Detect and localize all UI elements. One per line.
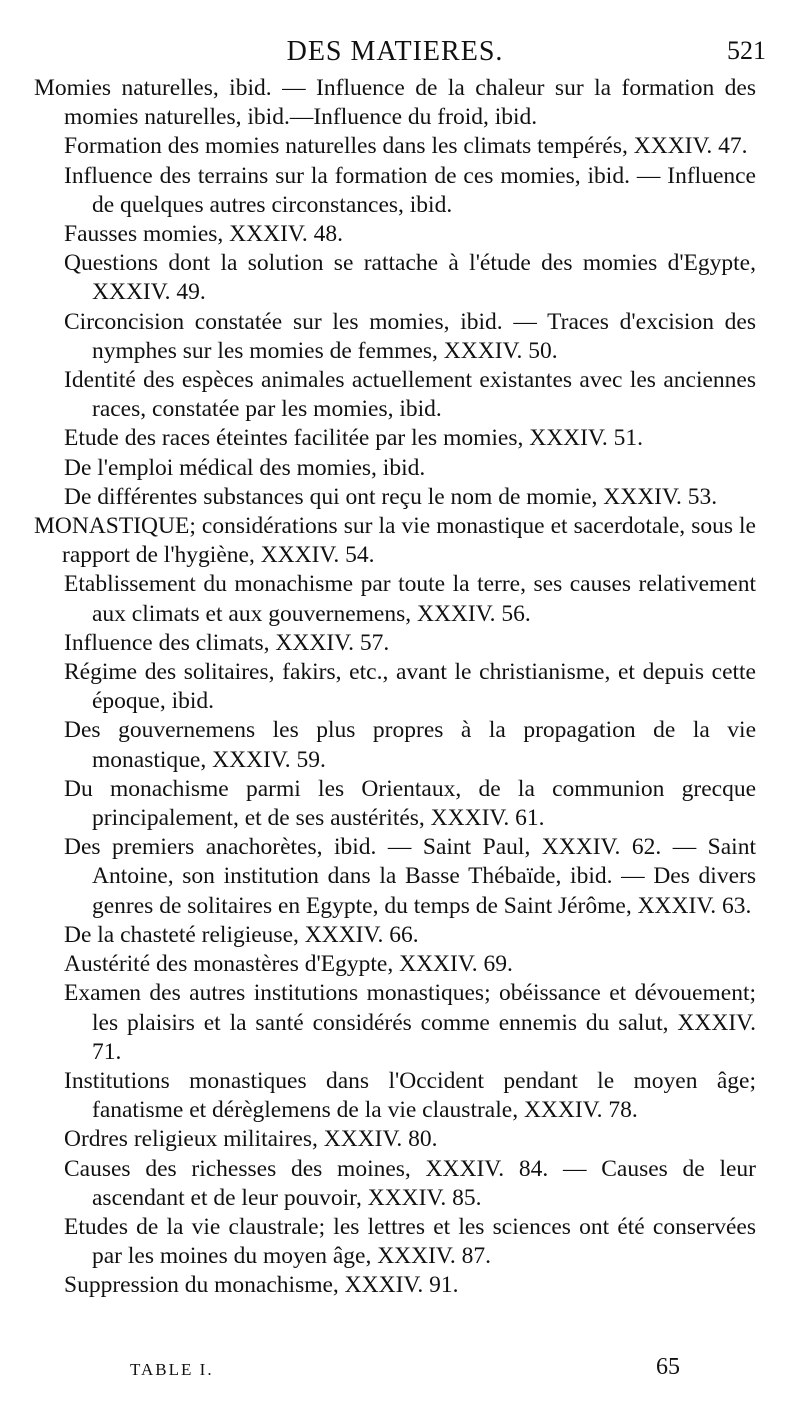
- index-entry: Examen des autres institutions monastiques; obéissance et dévouement; les plaisirs et la santé considérés comme ennemis du salut, XXXIV. 71.: [64, 980, 756, 1065]
- page-title: DES MATIERES.: [286, 36, 504, 67]
- index-entry: De différentes substances qui ont reçu le nom de momie, XXXIV. 53.: [64, 483, 718, 510]
- index-entry: Questions dont la solution se rattache à l'étude des momies d'Egypte, XXXIV. 49.: [64, 250, 756, 306]
- index-entry: De l'emploi médical des momies, ibid.: [64, 454, 426, 481]
- index-entry: Etudes de la vie claustrale; les lettres et les sciences ont été conservées par les moines du moyen âge, XXXIV. 87.: [64, 1213, 756, 1270]
- signature-mark: TABLE I.: [130, 1360, 214, 1379]
- page-footer: [130, 1352, 680, 1392]
- page-number: 521: [727, 36, 766, 65]
- running-header: [34, 30, 766, 74]
- index-entry: Institutions monastiques dans l'Occident pendant le moyen âge; fanatisme et dérèglemens de la vie claustrale, XXXIV. 78.: [64, 1067, 756, 1124]
- index-entry: Suppression du monachisme, XXXIV. 91.: [64, 1272, 459, 1299]
- index-entry: Des gouvernemens les plus propres à la propagation de la vie monastique, XXXIV. 59.: [64, 717, 756, 773]
- index-entry: De la chasteté religieuse, XXXIV. 66.: [64, 921, 419, 948]
- index-entry: Etude des races éteintes facilitée par les momies, XXXIV. 51.: [64, 425, 644, 452]
- index-entry: Ordres religieux militaires, XXXIV. 80.: [64, 1126, 438, 1153]
- index-heading-entry: MONASTIQUE; considérations sur la vie monastique et sacerdotale, sous le rapport de l'hygiène, XXXIV. 54.: [34, 513, 756, 569]
- index-entry: Influence des climats, XXXIV. 57.: [64, 629, 390, 656]
- index-entry: Des premiers anachorètes, ibid. — Saint Paul, XXXIV. 62. — Saint Antoine, son institution dans la Basse Thébaïde, ibid. — Des divers genres de solitaires en Egypte, du temps de Saint Jérôme, XXXIV. 63.: [64, 834, 756, 919]
- index-entry: Momies naturelles, ibid. — Influence de la chaleur sur la formation des momies naturelles, ibid.—Influence du froid, ibid.: [34, 75, 756, 131]
- index-entry: Austérité des monastères d'Egypte, XXXIV. 69.: [64, 951, 513, 978]
- index-entry: Etablissement du monachisme par toute la terre, ses causes relativement aux climats et aux gouvernemens, XXXIV. 56.: [64, 571, 756, 627]
- index-entry: Régime des solitaires, fakirs, etc., avant le christianisme, et depuis cette époque, ibid.: [64, 659, 756, 715]
- index-entry: Du monachisme parmi les Orientaux, de la communion grecque principalement, et de ses austérités, XXXIV. 61.: [64, 775, 756, 832]
- index-entry: Circoncision constatée sur les momies, ibid. — Traces d'excision des nymphes sur les momies de femmes, XXXIV. 50.: [64, 308, 756, 364]
- index-entry: Causes des richesses des moines, XXXIV. 84. — Causes de leur ascendant et de leur pouvoir, XXXIV. 85.: [64, 1155, 756, 1211]
- index-entry: Formation des momies naturelles dans les climats tempérés, XXXIV. 47.: [64, 133, 748, 160]
- folio-number: 65: [656, 1354, 680, 1380]
- index-entry: Influence des terrains sur la formation de ces momies, ibid. — Influence de quelques autres circonstances, ibid.: [64, 162, 756, 218]
- index-entry: Identité des espèces animales actuellement existantes avec les anciennes races, constatée par les momies, ibid.: [64, 367, 756, 423]
- index-entry: Fausses momies, XXXIV. 48.: [64, 221, 343, 248]
- index-entries: [34, 74, 756, 1301]
